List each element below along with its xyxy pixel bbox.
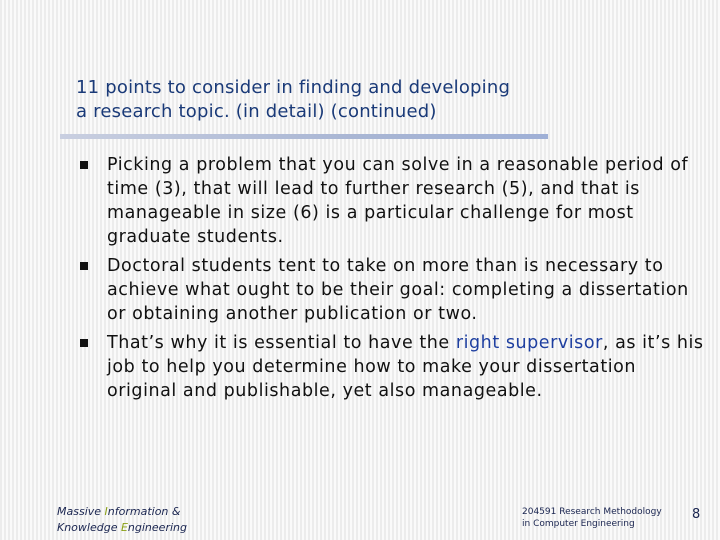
bullet-item	[76, 254, 704, 326]
footer-course-line-2: in Computer Engineering	[522, 519, 635, 529]
bullet-list	[76, 153, 704, 408]
logo-accent-letter: I	[104, 505, 108, 518]
footer-logo-line-1	[57, 504, 187, 520]
bullet-text-after: , as it’s his job to help you determine how to make your dissertation original and publishable, yet also manageable.	[107, 333, 704, 401]
bullet-text: Picking a problem that you can solve in a reasonable period of time (3), that will lead to further research (5), and that is manageable in size (6) is a particular challenge for most graduate students.	[107, 155, 689, 247]
footer-logo-line-2	[57, 520, 187, 536]
bullet-item	[76, 331, 704, 403]
bullet-item	[76, 153, 704, 249]
footer-course	[522, 506, 662, 530]
highlighted-phrase: right supervisor	[455, 333, 603, 353]
bullet-square-icon	[80, 339, 88, 347]
footer-logo	[57, 504, 187, 536]
footer-course-line-1: 204591 Research Methodology	[522, 507, 662, 517]
slide-title-line-2: a research topic. (in detail) (continued)	[76, 101, 437, 122]
bullet-text: Doctoral students tent to take on more than is necessary to achieve what ought to be their goal: completing a dissertation or obtaining another publication or two.	[107, 256, 689, 324]
slide-title	[76, 76, 676, 124]
page-number: 8	[692, 507, 701, 522]
title-underline	[60, 134, 548, 139]
logo-accent-letter: E	[120, 521, 128, 534]
logo-text: ngineering	[127, 521, 187, 534]
bullet-text-before: That’s why it is essential to have the	[107, 333, 456, 353]
logo-text: nformation &	[107, 505, 181, 518]
logo-text: Knowledge	[57, 521, 121, 534]
slide-title-line-1: 11 points to consider in finding and developing	[76, 77, 511, 98]
bullet-square-icon	[80, 161, 88, 169]
logo-text: Massive	[57, 505, 105, 518]
bullet-square-icon	[80, 262, 88, 270]
